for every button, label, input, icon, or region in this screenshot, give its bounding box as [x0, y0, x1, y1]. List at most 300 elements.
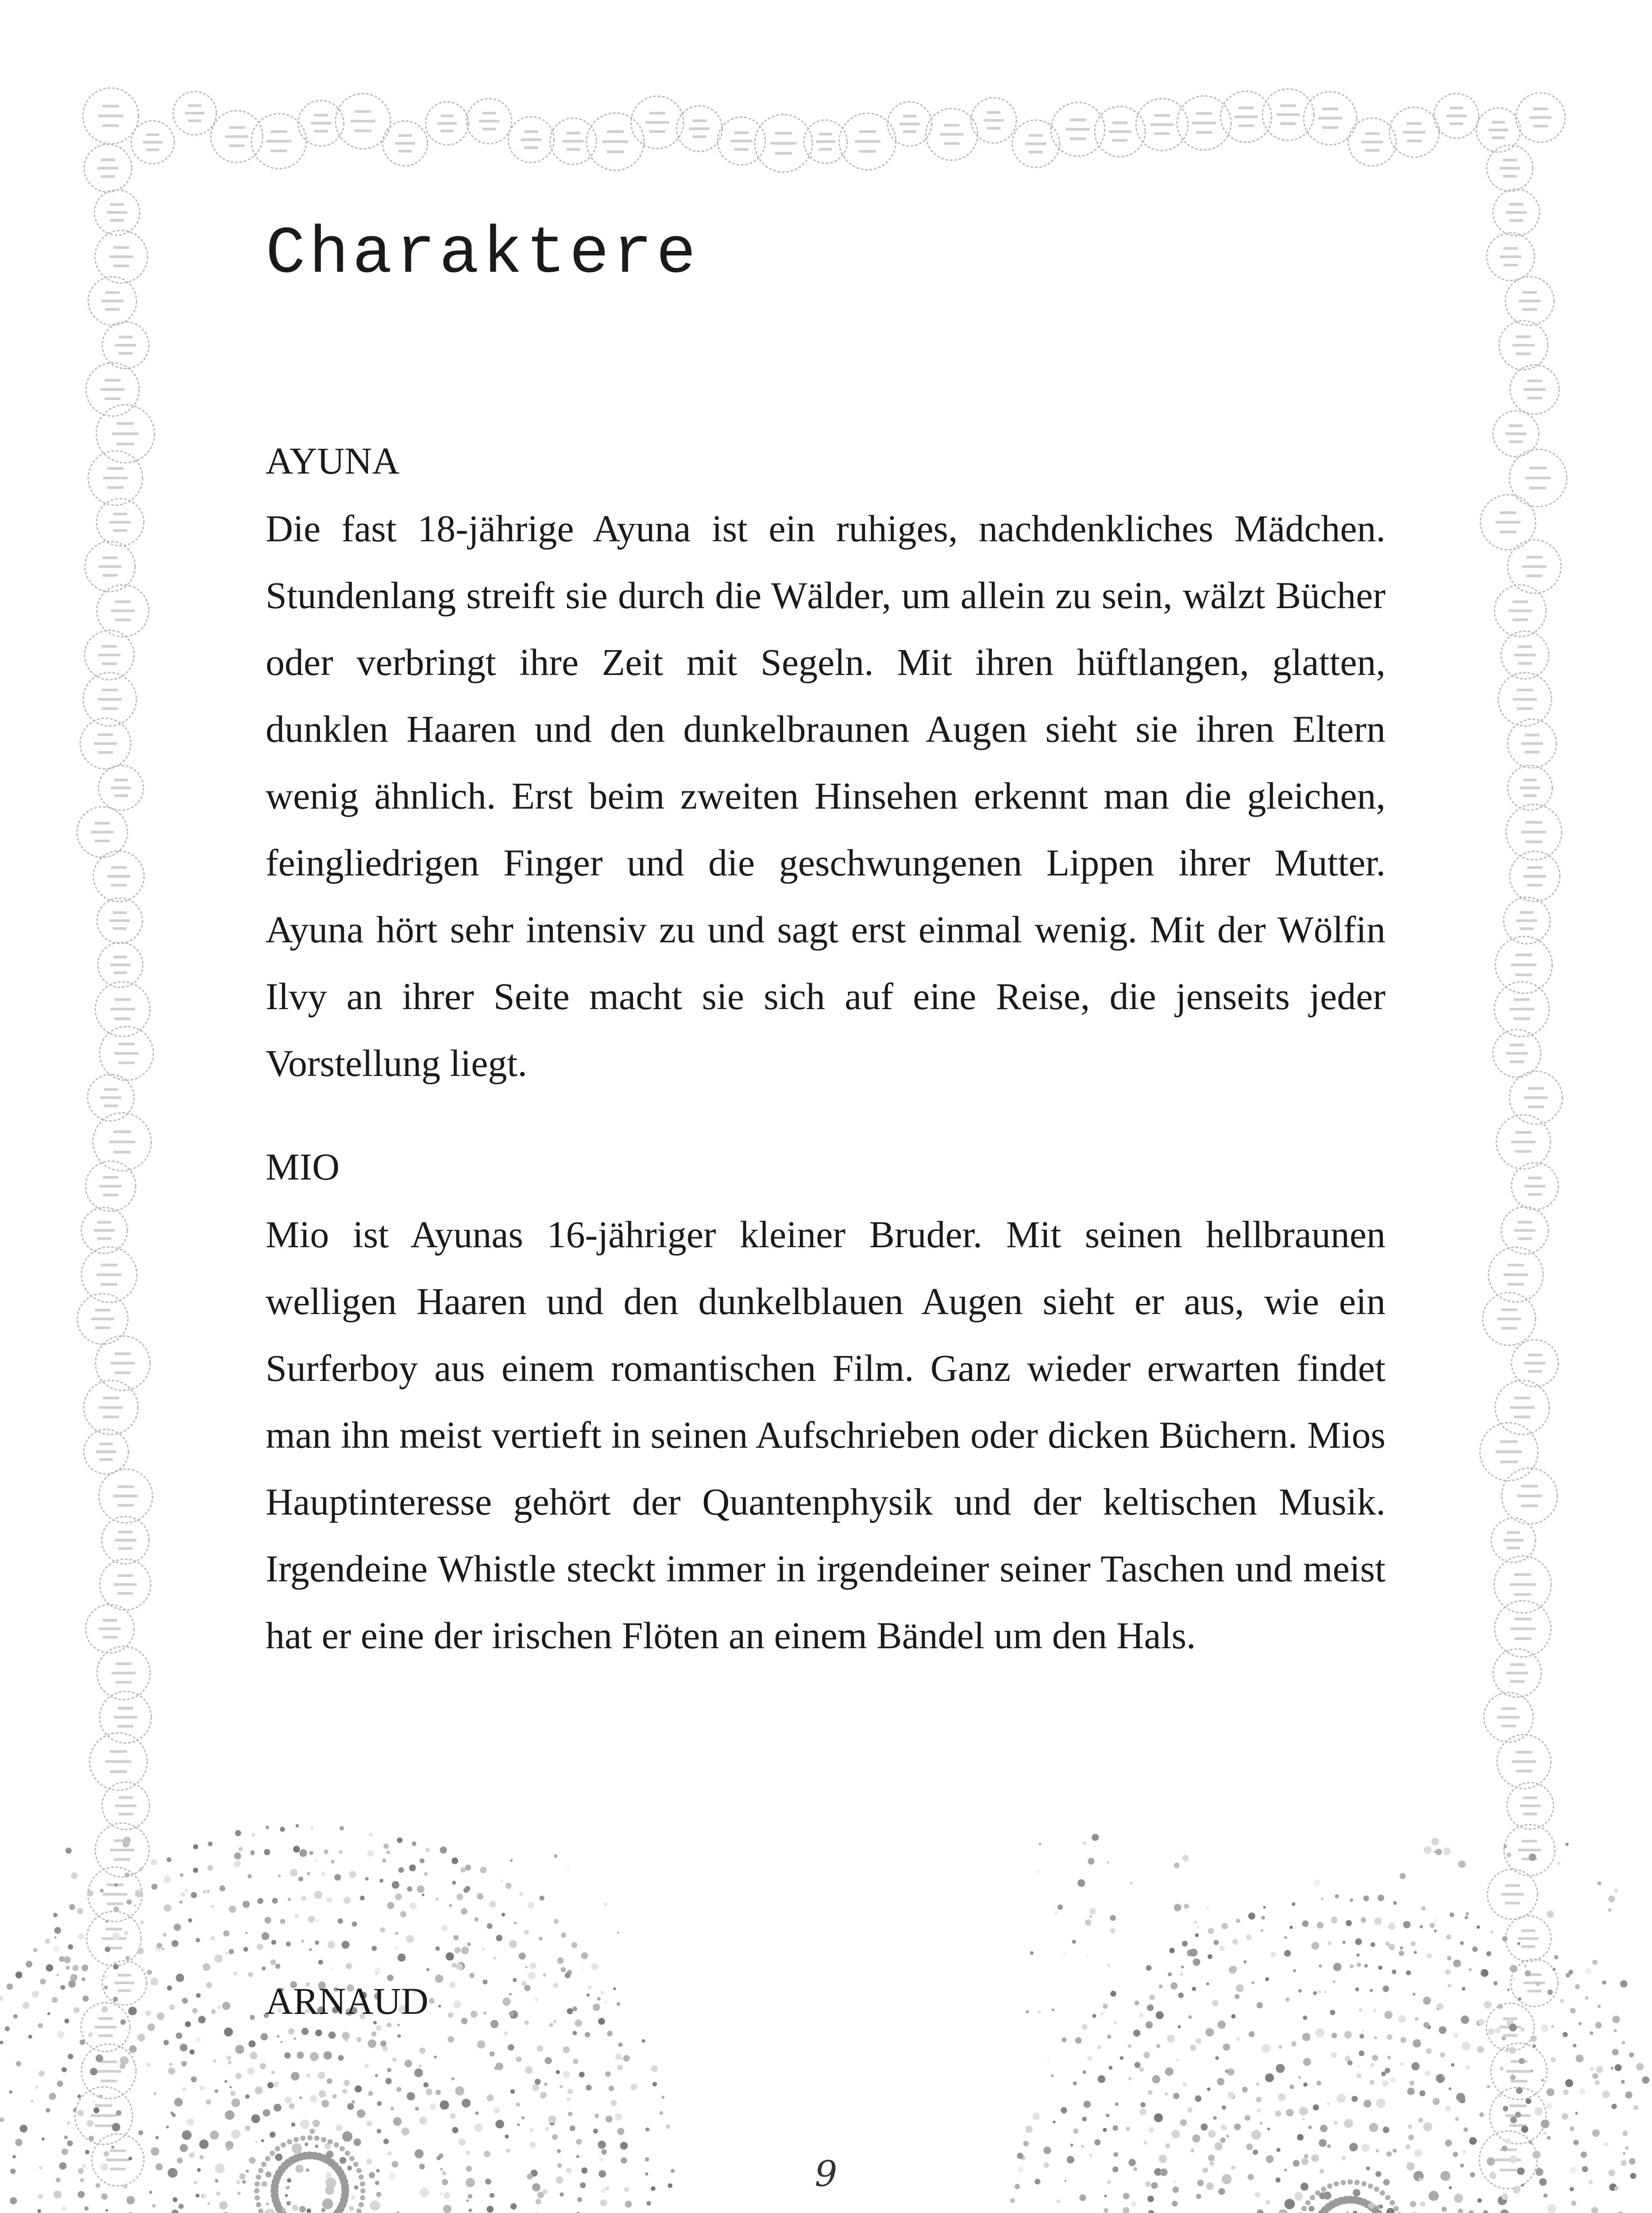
decorative-dot — [260, 2063, 266, 2069]
decorative-dot — [514, 1922, 517, 1924]
decorative-dot — [151, 1859, 157, 1865]
decorative-dot — [1226, 2135, 1229, 2137]
decorative-dot — [89, 2136, 94, 2141]
decorative-dot — [493, 2107, 499, 2113]
decorative-dot — [1368, 2202, 1374, 2209]
decorative-dot — [338, 1918, 343, 1924]
decorative-dot — [116, 2110, 122, 2116]
decorative-dot — [126, 1956, 130, 1960]
decorative-dot — [1565, 1843, 1568, 1846]
decorative-dot — [405, 2060, 412, 2067]
decorative-dot — [1223, 2043, 1230, 2051]
decorative-dot — [1277, 2148, 1281, 2152]
decorative-dot — [1148, 2210, 1154, 2213]
decorative-dot — [1182, 1855, 1189, 1862]
decorative-dot — [1400, 1873, 1406, 1879]
decorative-dot — [1195, 1933, 1199, 1937]
decorative-dot — [247, 2067, 255, 2074]
decorative-dot — [1305, 2200, 1311, 2205]
decorative-dot — [1336, 2093, 1346, 2103]
decorative-dot — [557, 1957, 564, 1964]
decorative-dot — [1266, 2200, 1270, 2205]
decorative-dot — [1248, 1912, 1255, 1920]
decorative-dot — [248, 1972, 253, 1977]
decorative-dot — [1313, 1880, 1320, 1886]
decorative-dot — [206, 1982, 212, 1988]
decorative-dot — [319, 2090, 326, 2097]
decorative-dot — [1486, 1951, 1491, 1956]
decorative-dot — [560, 1967, 566, 1972]
decorative-dot — [1147, 2090, 1152, 2095]
decorative-dot — [407, 2092, 415, 2101]
character-section-ayuna — [266, 438, 1386, 1097]
decorative-dot — [1251, 2130, 1261, 2140]
decorative-dot — [214, 1955, 223, 1963]
decorative-dot — [33, 1948, 38, 1952]
decorative-dot — [128, 2007, 137, 2015]
decorative-dot — [193, 1844, 198, 1849]
decorative-dot — [137, 1948, 144, 1955]
decorative-dot — [360, 2195, 365, 2201]
decorative-dot — [487, 2094, 494, 2101]
decorative-dot — [395, 1946, 399, 1950]
decorative-dot — [16, 2061, 21, 2066]
decorative-dot — [1399, 1951, 1404, 1956]
decorative-dot — [1510, 2074, 1516, 2080]
decorative-dot — [382, 2046, 388, 2051]
decorative-dot — [1168, 1972, 1172, 1976]
decorative-dot — [1058, 1905, 1063, 1910]
decorative-dot — [318, 1960, 323, 1965]
decorative-dot — [289, 2103, 294, 2109]
decorative-dot — [64, 2136, 68, 2140]
decorative-dot — [299, 1849, 307, 1857]
decorative-dot — [387, 1902, 394, 1909]
decorative-dot — [563, 2046, 570, 2053]
decorative-dot — [1286, 2109, 1293, 2117]
decorative-dot — [1611, 2104, 1617, 2109]
decorative-dot — [140, 1920, 144, 1924]
decorative-dot — [392, 2058, 397, 2062]
decorative-dot — [176, 2032, 182, 2039]
decorative-dot — [250, 2052, 258, 2059]
decorative-dot — [1505, 2138, 1511, 2144]
decorative-dot — [467, 1943, 471, 1946]
decorative-dot — [383, 2139, 389, 2144]
decorative-dot — [334, 2142, 339, 2147]
decorative-dot — [1381, 2071, 1386, 2076]
decorative-dot — [1303, 2058, 1311, 2066]
decorative-dot — [1449, 2087, 1452, 2090]
decorative-dot — [651, 2066, 658, 2072]
decorative-dot — [185, 2021, 191, 2027]
decorative-dot — [1193, 2135, 1200, 2143]
decorative-dot — [1516, 2087, 1523, 2094]
decorative-dot — [535, 2079, 541, 2085]
decorative-dot — [1560, 1999, 1564, 2003]
decorative-dot — [1405, 2144, 1410, 2149]
decorative-dot — [453, 1935, 459, 1940]
decorative-dot — [1259, 2122, 1262, 2125]
decorative-dot — [266, 1826, 269, 1829]
decorative-dot — [57, 2031, 65, 2039]
decorative-dot — [1490, 1931, 1494, 1934]
decorative-dot — [208, 2202, 210, 2205]
decorative-dot — [1361, 1917, 1366, 1923]
decorative-dot — [1423, 1997, 1431, 2005]
decorative-dot — [537, 2045, 544, 2052]
decorative-dot — [1477, 2046, 1484, 2053]
decorative-dot — [57, 2081, 63, 2087]
decorative-dot — [425, 1848, 430, 1852]
decorative-dot — [287, 2139, 292, 2144]
decorative-dot — [609, 2086, 614, 2091]
decorative-dot — [1434, 1851, 1437, 1853]
decorative-dot — [187, 2118, 194, 2126]
decorative-dot — [111, 2146, 114, 2149]
decorative-dot — [1590, 2067, 1594, 2071]
decorative-dot — [113, 1997, 118, 2002]
decorative-dot — [1390, 2200, 1395, 2205]
decorative-dot — [262, 1966, 266, 1970]
decorative-dot — [1228, 2092, 1235, 2098]
decorative-dot — [225, 2110, 235, 2120]
decorative-dot — [234, 1852, 241, 1859]
decorative-dot — [182, 2130, 192, 2140]
decorative-dot — [309, 2128, 315, 2134]
decorative-dot — [331, 1860, 335, 1863]
decorative-dot — [475, 1917, 479, 1921]
decorative-dot — [314, 2136, 320, 2141]
decorative-dot — [510, 2089, 515, 2093]
decorative-dot — [1554, 1955, 1559, 1959]
decorative-dot — [232, 2098, 240, 2107]
decorative-dot — [38, 2023, 43, 2028]
page-number: 9 — [814, 2153, 838, 2194]
decorative-dot — [436, 2090, 441, 2095]
decorative-dot — [1346, 2211, 1349, 2213]
decorative-dot — [1372, 2055, 1378, 2061]
decorative-dot — [604, 1903, 607, 1906]
decorative-dot — [1436, 2008, 1439, 2010]
decorative-dot — [451, 2077, 454, 2080]
decorative-dot — [1414, 1951, 1417, 1954]
decorative-dot — [510, 2203, 517, 2209]
decorative-dot — [1220, 2137, 1226, 2143]
decorative-dot — [1570, 2127, 1574, 2131]
decorative-dot — [1173, 2093, 1180, 2099]
decorative-dot — [440, 2100, 449, 2109]
decorative-dot — [1350, 1899, 1353, 1902]
decorative-dot — [349, 2206, 354, 2211]
decorative-dot — [1246, 2144, 1253, 2150]
decorative-dot — [1612, 2049, 1619, 2055]
decorative-dot — [67, 2121, 70, 2124]
decorative-dot — [39, 2070, 45, 2077]
decorative-dot — [227, 2055, 231, 2060]
decorative-dot — [1393, 1901, 1397, 1905]
decorative-dot — [1289, 1926, 1293, 1929]
decorative-dot — [1378, 1895, 1384, 1901]
decorative-dot — [1221, 1923, 1228, 1929]
decorative-dot — [462, 2099, 471, 2108]
decorative-dot — [1620, 1980, 1628, 1988]
decorative-dot — [1478, 2198, 1482, 2203]
decorative-dot — [270, 2132, 275, 2137]
decorative-dot — [1036, 1870, 1039, 1874]
decorative-dot — [172, 1940, 179, 1947]
decorative-dot — [275, 1964, 281, 1969]
decorative-dot — [286, 1942, 291, 1947]
decorative-dot — [1025, 2126, 1032, 2133]
decorative-dot — [1376, 2098, 1386, 2108]
decorative-dot — [524, 1930, 529, 1935]
decorative-dot — [316, 1920, 318, 1923]
character-heading: MIO — [266, 1145, 340, 1188]
decorative-dot — [652, 2082, 657, 2086]
decorative-dot — [1374, 2036, 1377, 2039]
decorative-dot — [1636, 2063, 1644, 2070]
decorative-dot — [226, 2147, 231, 2151]
decorative-dot — [201, 2195, 203, 2197]
decorative-dot — [620, 2142, 628, 2149]
decorative-dot — [1139, 2067, 1144, 2072]
decorative-dot — [1576, 2055, 1584, 2063]
decorative-dot — [46, 2108, 50, 2113]
decorative-dot — [392, 1881, 399, 1889]
decorative-dot — [468, 2194, 472, 2198]
decorative-dot — [1047, 2058, 1049, 2059]
decorative-dot — [1597, 1881, 1601, 1885]
decorative-dot — [321, 2208, 325, 2213]
decorative-dot — [7, 1983, 13, 1990]
decorative-dot — [1385, 2195, 1390, 2200]
decorative-dot — [68, 1944, 73, 1950]
decorative-dot — [292, 2143, 302, 2153]
decorative-dot — [1194, 1921, 1197, 1924]
decorative-dot — [339, 1850, 343, 1854]
decorative-dot — [1327, 2102, 1330, 2105]
decorative-dot — [1544, 2132, 1547, 2135]
decorative-dot — [1181, 1966, 1184, 1968]
decorative-dot — [1364, 1964, 1368, 1968]
decorative-dot — [1625, 2146, 1629, 2150]
decorative-dot — [1611, 2067, 1613, 2070]
decorative-dot — [370, 2200, 380, 2210]
decorative-dot — [372, 1946, 377, 1951]
decorative-dot — [397, 2211, 400, 2213]
decorative-dot — [436, 1898, 439, 1901]
decorative-dot — [191, 1892, 197, 1898]
decorative-dot — [1061, 2107, 1067, 2113]
decorative-dot — [1614, 2029, 1617, 2032]
decorative-dot — [423, 2082, 428, 2088]
decorative-dot — [87, 1890, 93, 1897]
decorative-dot — [104, 1986, 108, 1989]
decorative-dot — [1245, 2115, 1251, 2121]
decorative-dot — [275, 2146, 280, 2151]
decorative-dot — [182, 1998, 188, 2004]
decorative-dot — [387, 2068, 391, 2072]
decorative-dot — [1463, 2127, 1468, 2132]
decorative-dot — [296, 1824, 299, 1827]
decorative-dot — [577, 2197, 582, 2202]
decorative-dot — [1207, 2087, 1211, 2091]
decorative-dot — [1130, 1881, 1133, 1885]
decorative-dot — [426, 1968, 429, 1971]
decorative-dot — [409, 1902, 417, 1909]
decorative-dot — [1455, 2117, 1459, 2121]
decorative-dot — [174, 2098, 183, 2107]
decorative-dot — [582, 1967, 584, 1969]
decorative-dot — [1598, 2005, 1601, 2008]
decorative-dot — [180, 1873, 183, 1877]
decorative-dot — [1127, 2044, 1131, 2048]
decorative-dot — [315, 1860, 317, 1862]
decorative-dot — [340, 2146, 345, 2151]
decorative-dot — [1625, 2091, 1632, 2098]
decorative-dot — [1208, 1928, 1214, 1934]
decorative-dot — [1528, 2140, 1532, 2144]
decorative-dot — [1073, 2128, 1078, 2134]
decorative-dot — [135, 1889, 143, 1897]
decorative-dot — [217, 2005, 221, 2009]
decorative-dot — [47, 2012, 50, 2015]
decorative-dot — [1440, 2052, 1445, 2058]
decorative-dot — [1548, 2204, 1556, 2213]
decorative-dot — [35, 2086, 39, 2089]
decorative-dot — [430, 2103, 436, 2109]
decorative-dot — [300, 2120, 309, 2129]
decorative-dot — [73, 2108, 77, 2112]
decorative-dot — [414, 2068, 423, 2077]
decorative-dot — [395, 1893, 401, 1900]
decorative-dot — [182, 2087, 186, 2091]
decorative-dot — [245, 2125, 251, 2131]
decorative-dot — [480, 1867, 486, 1874]
character-section-mio — [266, 1144, 1386, 1669]
decorative-dot — [224, 2080, 228, 2083]
decorative-dot — [407, 1886, 413, 1892]
decorative-dot — [127, 1899, 132, 1905]
decorative-dot — [461, 1908, 467, 1915]
decorative-dot — [64, 2019, 69, 2024]
decorative-dot — [1432, 2098, 1440, 2105]
decorative-dot — [1227, 2068, 1235, 2076]
decorative-dot — [357, 2037, 362, 2042]
decorative-dot — [1484, 2001, 1491, 2009]
decorative-dot — [1243, 1960, 1247, 1963]
decorative-dot — [28, 2035, 32, 2039]
decorative-dot — [278, 1874, 281, 1878]
decorative-dot — [220, 1885, 225, 1891]
decorative-dot — [1319, 1964, 1322, 1967]
decorative-dot — [1446, 1935, 1451, 1939]
decorative-dot — [310, 2095, 317, 2102]
decorative-dot — [532, 2084, 539, 2091]
decorative-dot — [225, 1952, 228, 1955]
decorative-dot — [1500, 2209, 1509, 2213]
decorative-dot — [1270, 1952, 1276, 1957]
decorative-dot — [642, 2040, 645, 2043]
decorative-dot — [1276, 2064, 1285, 2073]
decorative-dot — [309, 1851, 313, 1855]
decorative-dot — [1190, 1949, 1198, 1957]
decorative-dot — [401, 2128, 409, 2136]
decorative-dot — [1166, 2144, 1170, 2148]
decorative-dot — [170, 2112, 174, 2115]
decorative-dot — [248, 2040, 255, 2047]
decorative-dot — [1602, 2090, 1610, 2098]
decorative-dot — [1256, 2083, 1259, 2086]
decorative-dot — [1351, 2096, 1358, 2102]
decorative-dot — [1208, 1954, 1212, 1959]
decorative-dot — [272, 1898, 278, 1904]
decorative-dot — [1498, 2093, 1502, 2097]
decorative-dot — [1563, 2032, 1568, 2037]
decorative-dot — [299, 2097, 302, 2099]
decorative-dot — [344, 1897, 351, 1904]
decorative-dot — [1579, 2022, 1582, 2025]
decorative-dot — [193, 1868, 198, 1873]
decorative-dot — [482, 1948, 485, 1951]
decorative-dot — [171, 2209, 178, 2213]
decorative-dot — [0, 2041, 3, 2044]
decorative-dot — [288, 1898, 291, 1901]
decorative-dot — [1579, 2088, 1586, 2094]
decorative-dot — [1418, 2118, 1423, 2123]
decorative-dot — [1501, 2036, 1506, 2041]
decorative-dot — [174, 1924, 181, 1931]
decorative-dot — [452, 2127, 458, 2133]
decorative-dot — [1430, 1923, 1435, 1928]
decorative-dot — [1622, 2041, 1625, 2044]
decorative-dot — [1196, 2038, 1202, 2044]
decorative-dot — [420, 1858, 425, 1863]
decorative-dot — [490, 2051, 495, 2057]
decorative-dot — [1196, 2194, 1201, 2199]
decorative-dot — [40, 1978, 46, 1984]
decorative-dot — [1518, 1997, 1521, 2001]
decorative-dot — [92, 2100, 95, 2103]
decorative-dot — [1524, 1964, 1527, 1968]
decorative-dot — [166, 1857, 171, 1862]
decorative-dot — [442, 1925, 448, 1931]
decorative-dot — [270, 1959, 276, 1965]
decorative-dot — [466, 2199, 469, 2202]
decorative-dot — [1083, 2070, 1086, 2074]
decorative-dot — [1529, 1854, 1536, 1861]
decorative-dot — [31, 2100, 33, 2102]
decorative-dot — [621, 2058, 624, 2060]
decorative-dot — [618, 2043, 622, 2047]
decorative-dot — [280, 2041, 282, 2043]
decorative-dot — [42, 2137, 45, 2140]
decorative-dot — [1308, 2206, 1314, 2212]
decorative-dot — [1551, 2057, 1556, 2062]
decorative-dot — [280, 1919, 286, 1924]
decorative-dot — [1513, 1978, 1515, 1981]
character-heading: AYUNA — [266, 440, 400, 482]
decorative-dot — [290, 1869, 297, 1877]
decorative-dot — [440, 1847, 447, 1854]
decorative-dot — [123, 1837, 131, 1844]
decorative-dot — [452, 1881, 456, 1885]
decorative-dot — [285, 2194, 288, 2197]
decorative-dot — [495, 2120, 504, 2128]
decorative-dot — [139, 1868, 143, 1871]
decorative-dot — [1507, 1853, 1512, 1858]
